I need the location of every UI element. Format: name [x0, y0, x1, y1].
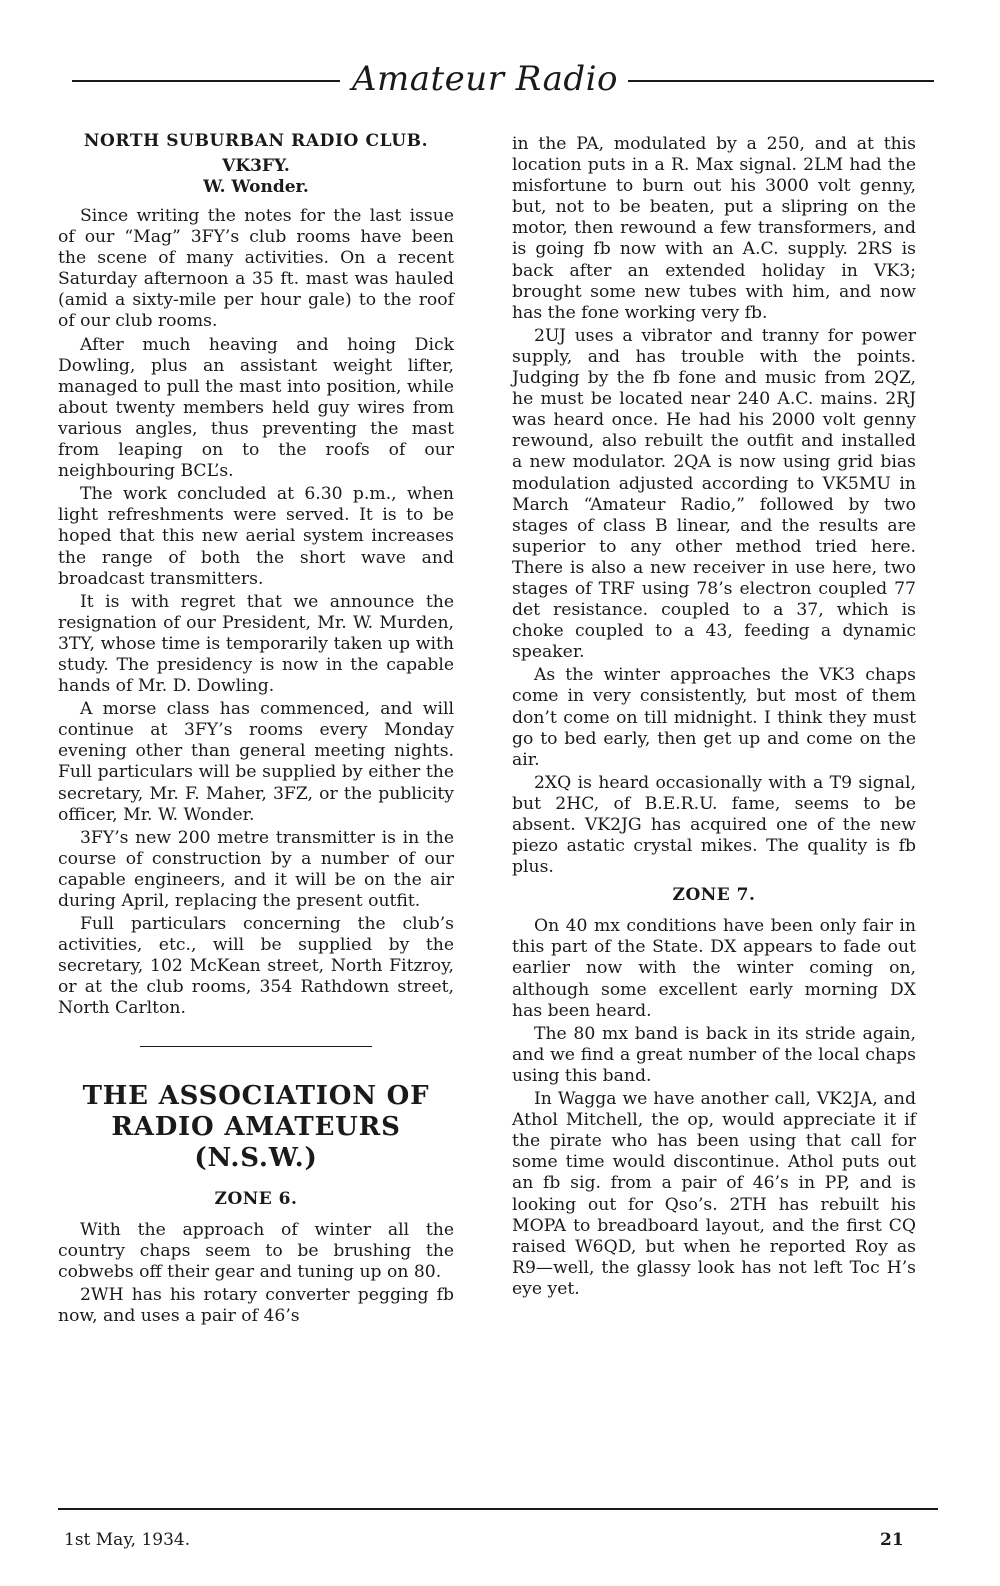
club-paragraph: A morse class has commenced, and will continue at 3FY’s rooms every Monday evening other than general meeting nights. Full particulars will be supplied by either the secretary, Mr. F. Maher, 3FZ, or the publicity officer, Mr. W. Wonder.: [58, 699, 454, 825]
section-divider: [140, 1046, 372, 1047]
footer-rule: [58, 1508, 938, 1510]
zone7-paragraph: On 40 mx conditions have been only fair in this part of the State. DX appears to fade out earlier now with the winter coming on, although some excellent early morning DX has been heard.: [512, 916, 916, 1021]
association-heading-line: THE ASSOCIATION OF: [82, 1080, 430, 1111]
zone7-paragraph: The 80 mx band is back in its stride again, and we find a great number of the local chaps using this band.: [512, 1023, 916, 1086]
call-sign: VK3FY.: [222, 156, 290, 176]
left-column: [58, 130, 454, 1329]
club-paragraph: After much heaving and hoing Dick Dowling, plus an assistant weight lifter, managed to pull the mast into position, while about twenty members held guy wires from various angles, thus preventing the mast from leaping on to the roofs of our neighbouring BCL’s.: [58, 334, 454, 482]
zone6-paragraph: With the approach of winter all the country chaps seem to be brushing the cobwebs off their gear and tuning up on 80.: [58, 1219, 454, 1282]
zone6-paragraph: 2UJ uses a vibrator and tranny for power supply, and has trouble with the points. Judging by the fb fone and music from 2QZ, he must be located near 240 A.C. mains. 2RJ was heard once. He had his 2000 volt genny rewound, also rebuilt the outfit and installed a new modulator. 2QA is now using grid bias modulation adjusted according to VK5MU in March “Amateur Radio,” followed by two stages of class B linear, and the results are superior to any other method tried here. There is also a new receiver in use here, two stages of TRF using 78’s electron coupled 77 det resistance. coupled to a 37, which is choke coupled to a 43, feeding a dynamic speaker.: [512, 325, 916, 663]
zone6-paragraph: As the winter approaches the VK3 chaps come in very consistently, but most of them don’t come on till midnight. I think they must go to bed early, then get up and come on the air.: [512, 665, 916, 770]
club-paragraph: It is with regret that we announce the resignation of our President, Mr. W. Murden, 3TY, whose time is temporarily taken up with study. The presidency is now in the capable hands of Mr. D. Dowling.: [58, 591, 454, 697]
zone6-paragraph: 2XQ is heard occasionally with a T9 signal, but 2HC, of B.E.R.U. fame, seems to be absent. VK2JG has acquired one of the new piezo astatic crystal mikes. The quality is fb plus.: [512, 772, 916, 878]
club-heading: NORTH SUBURBAN RADIO CLUB.: [83, 131, 429, 151]
zone6-heading: ZONE 6.: [214, 1188, 298, 1209]
club-paragraph: Since writing the notes for the last issue of our “Mag” 3FY’s club rooms have been the scene of many activities. On a recent Saturday afternoon a 35 ft. mast was hauled (amid a sixty-mile per hour gale) to the roof of our club rooms.: [58, 206, 454, 332]
masthead: [72, 56, 934, 102]
association-heading-line: (N.S.W.): [194, 1142, 318, 1173]
association-heading: [58, 1081, 454, 1174]
masthead-title: Amateur Radio: [351, 59, 619, 99]
club-paragraph: 3FY’s new 200 metre transmitter is in the course of construction by a number of our capable engineers, and it will be on the air during April, replacing the present outfit.: [58, 827, 454, 911]
zone7-heading: ZONE 7.: [672, 885, 756, 906]
right-column: [512, 134, 916, 1302]
masthead-rule-right: [628, 80, 934, 82]
masthead-rule-left: [72, 80, 340, 82]
club-paragraph: Full particulars concerning the club’s activities, etc., will be supplied by the secretary, 102 McKean street, North Fitzroy, or at the club rooms, 354 Rathdown street, North Carlton.: [58, 914, 454, 1019]
zone6-paragraph: 2WH has his rotary converter pegging fb now, and uses a pair of 46’s: [58, 1284, 454, 1326]
zone7-paragraph: In Wagga we have another call, VK2JA, and Athol Mitchell, the op, would appreciate it if the pirate who has been using that call for some time would discontinue. Athol puts out an fb sig. from a pair of 46’s in PP, and is looking out for Qso’s. 2TH has rebuilt his MOPA to breadboard layout, and the first CQ raised W6QD, but when he reported Roy as R9—well, the glassy look has not left Toc H’s eye yet.: [512, 1089, 916, 1299]
association-heading-line: RADIO AMATEURS: [111, 1111, 401, 1142]
page-number: 21: [880, 1530, 904, 1550]
author: W. Wonder.: [203, 177, 309, 197]
zone6-continued-paragraph: in the PA, modulated by a 250, and at this location puts in a R. Max signal. 2LM had the misfortune to burn out his 3000 volt genny, but, not to be beaten, put a slipring on the motor, then rewound a few transformers, and is going fb now with an A.C. supply. 2RS is back after an extended holiday in VK3; brought some new tubes with him, and now has the fone working very fb.: [512, 134, 916, 323]
footer-date: 1st May, 1934.: [64, 1530, 191, 1550]
club-paragraph: The work concluded at 6.30 p.m., when light refreshments were served. It is to be hoped that this new aerial system increases the range of both the short wave and broadcast transmitters.: [58, 484, 454, 589]
